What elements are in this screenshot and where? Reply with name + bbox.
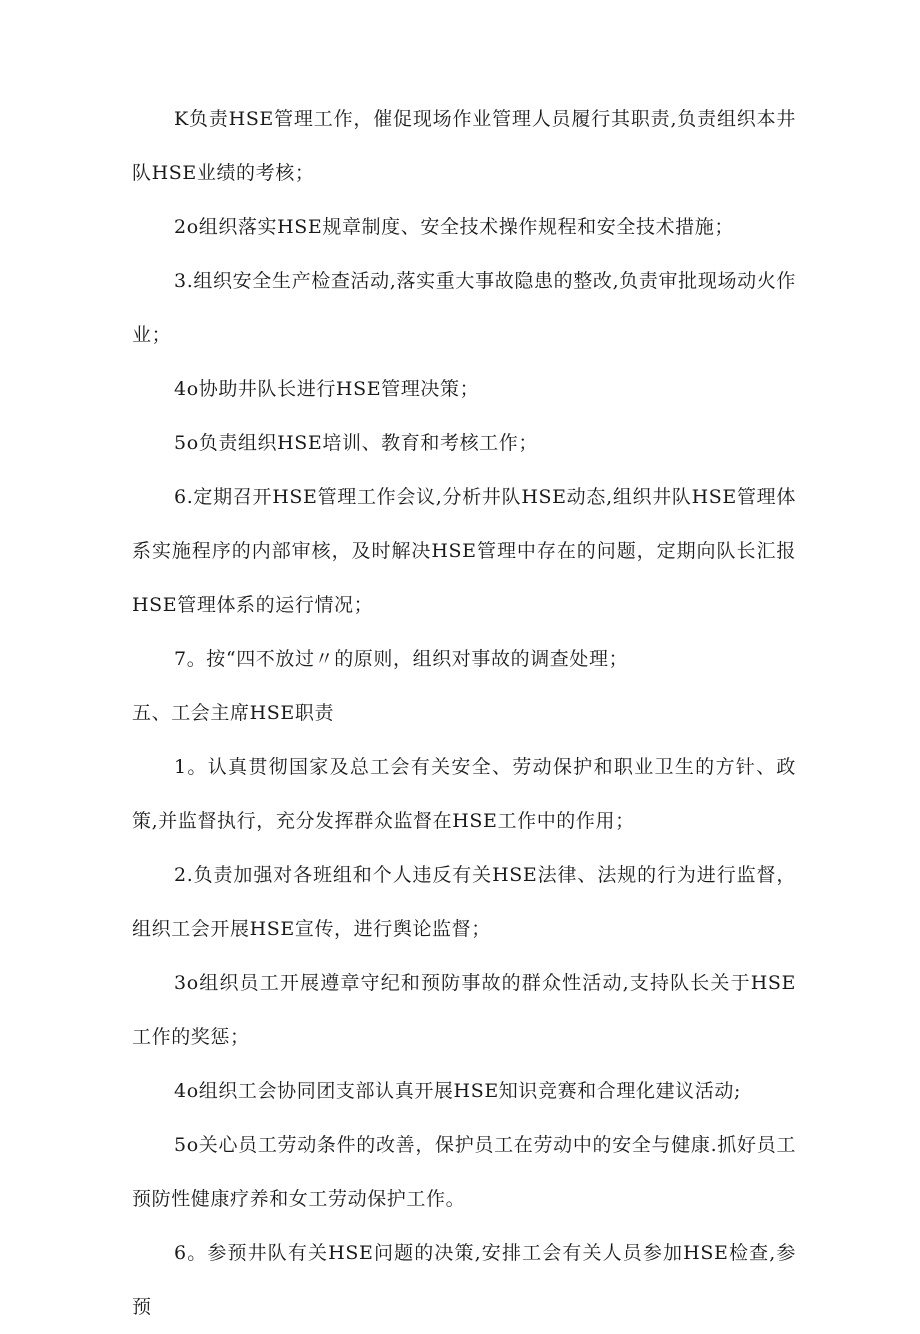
paragraph-union-duty-4: 4o组织工会协同团支部认真开展HSE知识竞赛和合理化建议活动; — [174, 1080, 741, 1102]
paragraph-union-duty-6: 6。参预井队有关HSE问题的决策,安排工会有关人员参加HSE检查,参预 — [132, 1242, 796, 1318]
paragraph-duty-4: 4o协助井队长进行HSE管理决策； — [174, 378, 480, 400]
paragraph-union-duty-3: 3o组织员工开展遵章守纪和预防事故的群众性活动,支持队长关于HSE工作的奖惩； — [132, 972, 796, 1048]
paragraph-duty-2: 2o组织落实HSE规章制度、安全技术操作规程和安全技术措施； — [174, 216, 734, 238]
document-body — [132, 92, 796, 1334]
paragraph-union-duty-5: 5o关心员工劳动条件的改善，保护员工在劳动中的安全与健康.抓好员工预防性健康疗养和女工劳动保护工作。 — [132, 1134, 796, 1210]
paragraph-duty-5: 5o负责组织HSE培训、教育和考核工作； — [174, 432, 538, 454]
paragraph-duty-3: 3.组织安全生产检查活动,落实重大事故隐患的整改,负责审批现场动火作业； — [132, 270, 796, 346]
paragraph-duty-1: K负责HSE管理工作，催促现场作业管理人员履行其职责,负责组织本井队HSE业绩的考核； — [132, 108, 796, 184]
section-heading-union-chair: 五、工会主席HSE职责 — [132, 702, 335, 724]
paragraph-union-duty-2: 2.负责加强对各班组和个人违反有关HSE法律、法规的行为进行监督，组织工会开展HSE宣传，进行舆论监督； — [132, 864, 796, 940]
paragraph-union-duty-1: 1。认真贯彻国家及总工会有关安全、劳动保护和职业卫生的方针、政策,并监督执行，充分发挥群众监督在HSE工作中的作用； — [132, 756, 796, 832]
paragraph-duty-6: 6.定期召开HSE管理工作会议,分析井队HSE动态,组织井队HSE管理体系实施程序的内部审核，及时解决HSE管理中存在的问题，定期向队长汇报HSE管理体系的运行情况； — [132, 486, 796, 616]
paragraph-duty-7: 7。按“四不放过〃的原则，组织对事故的调查处理； — [174, 648, 629, 670]
